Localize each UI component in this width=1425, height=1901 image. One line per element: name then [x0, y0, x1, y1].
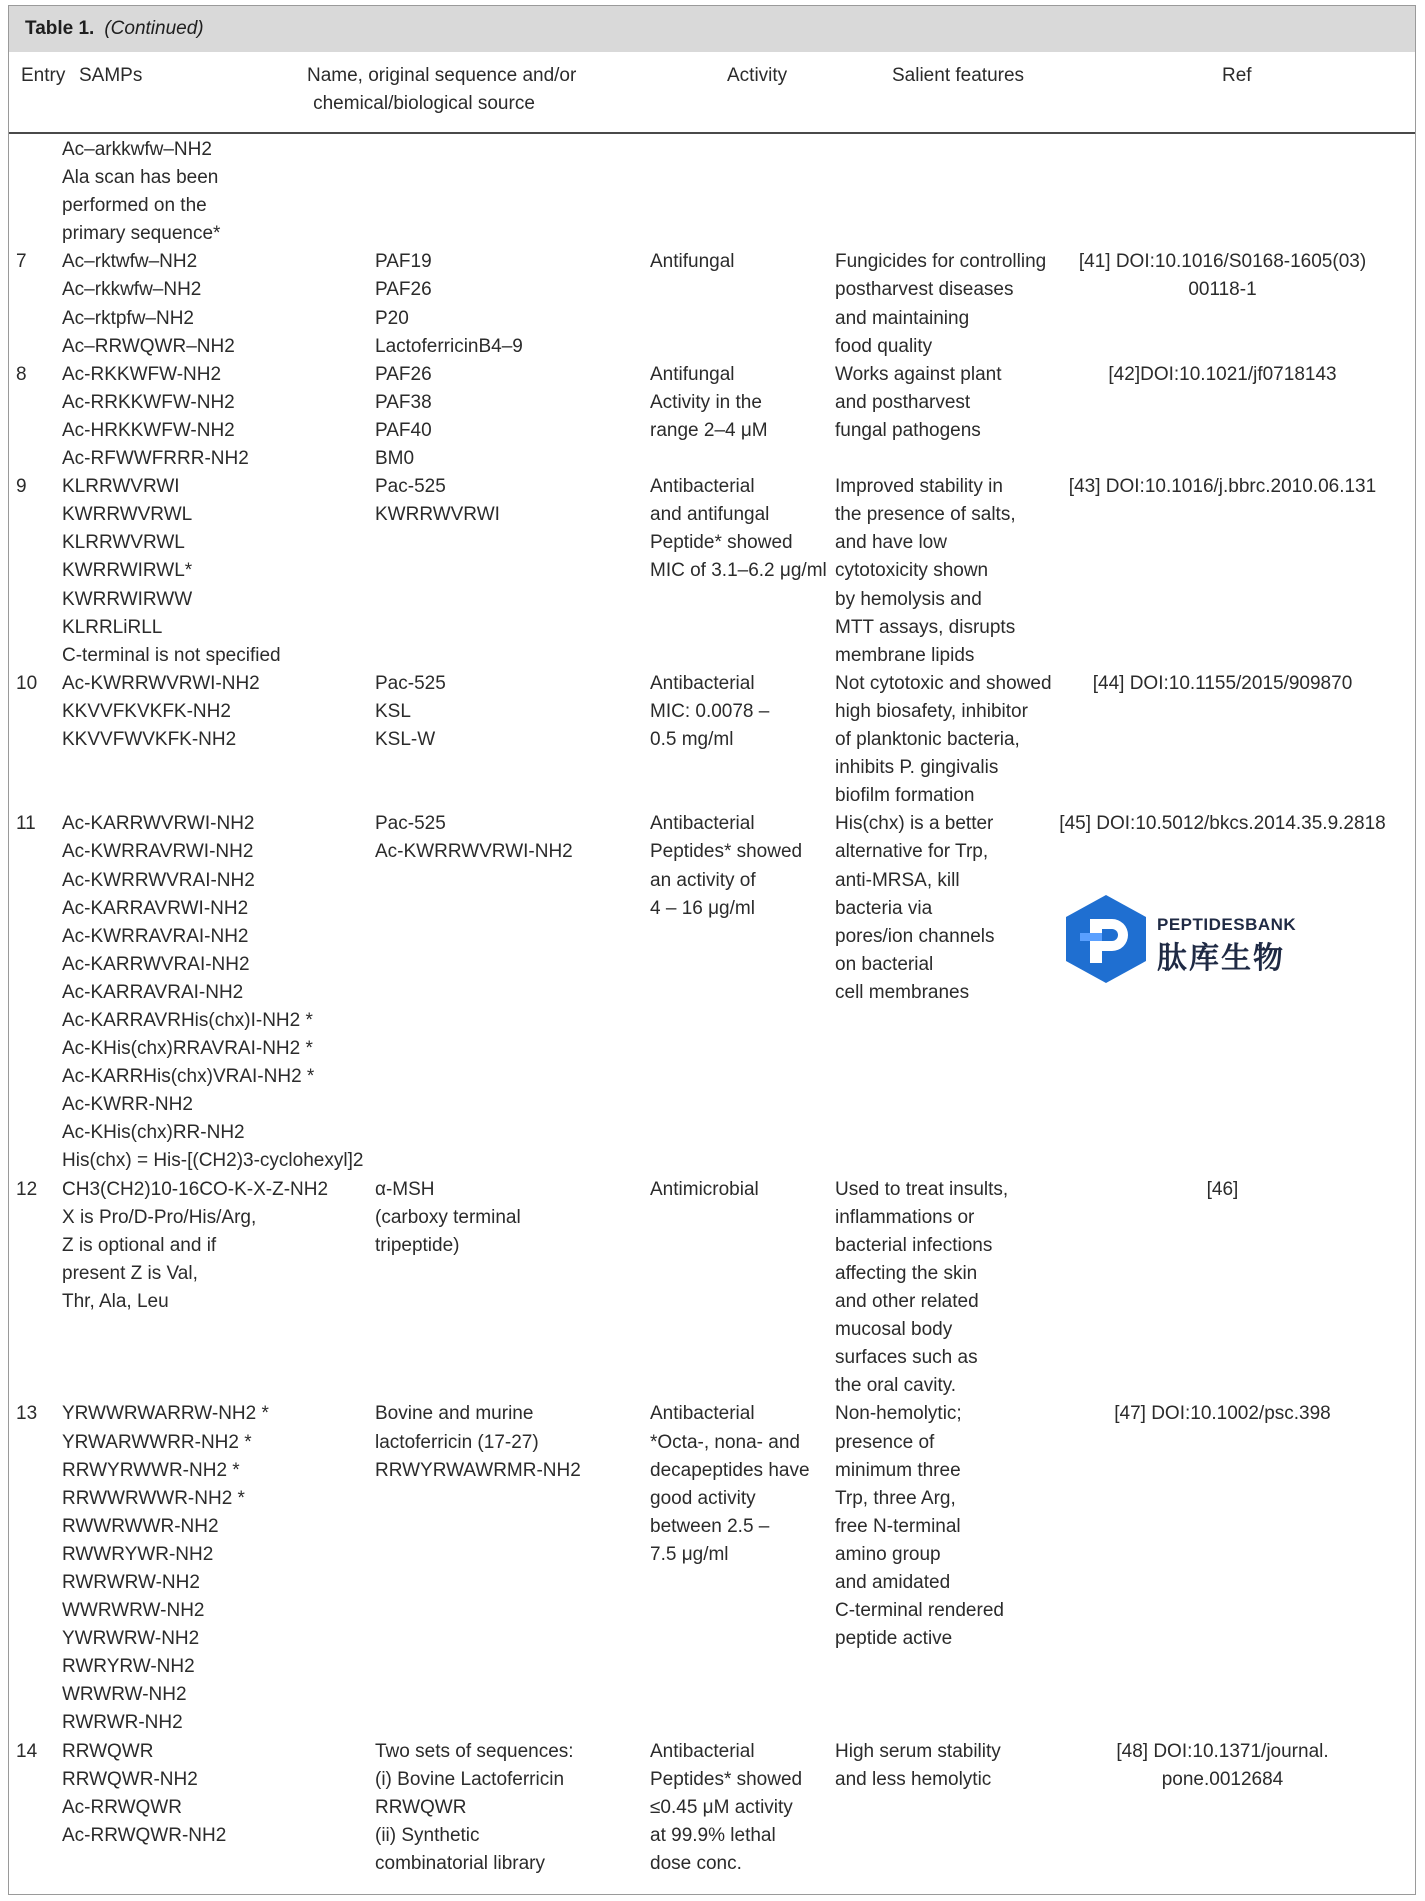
ref-cell [1050, 1400, 1395, 1428]
features-cell-line: and amidated [835, 1572, 951, 1594]
features-cell-line: His(chx) is a better [835, 813, 994, 835]
features-cell-line: Improved stability in [835, 476, 1003, 498]
activity-cell-line: Antimicrobial [650, 1178, 759, 1200]
ref-cell [1050, 248, 1395, 304]
features-cell-line: inhibits P. gingivalis [835, 757, 999, 779]
features-cell-line: Trp, three Arg, [835, 1487, 956, 1509]
samps-cell-line: Ac-KARRWVRWI-NH2 [62, 813, 255, 835]
activity-cell-line: 4 – 16 μg/ml [650, 897, 755, 919]
logo-text-cn: 肽库生物 [1157, 942, 1285, 975]
activity-cell-line: MIC: 0.0078 – [650, 700, 770, 722]
features-cell-line: surfaces such as [835, 1347, 978, 1369]
entry-cell: 9 [16, 476, 27, 498]
samps-cell-line: KWRRWVRWL [62, 504, 193, 526]
features-cell-line: minimum three [835, 1459, 961, 1481]
table-row [0, 1738, 1425, 1879]
features-cell-line: anti-MRSA, kill [835, 869, 960, 891]
samps-cell-line: Thr, Ala, Leu [62, 1291, 169, 1313]
samps-cell-line: His(chx) = His-[(CH2)3-cyclohexyl]2 [62, 1150, 364, 1172]
logo-text-en: PEPTIDESBANK [1157, 915, 1297, 934]
entry-cell: 11 [16, 813, 36, 835]
samps-cell-line: Ac-RFWWFRRR-NH2 [62, 448, 249, 470]
header-name-line2: chemical/biological source [313, 93, 535, 114]
features-cell-line: cytotoxicity shown [835, 560, 989, 582]
samps-cell [62, 810, 372, 1175]
samps-cell-line: Ac-RKKWFW-NH2 [62, 363, 222, 385]
activity-cell-line: between 2.5 – [650, 1515, 770, 1537]
samps-cell-line: Ac-KARRAVRHis(chx)I-NH2 * [62, 1010, 313, 1032]
samps-cell-line: KLRRWVRWI [62, 476, 180, 498]
samps-cell-line: YWRWRW-NH2 [62, 1628, 200, 1650]
samps-cell-line: KWRRWIRWL* [62, 560, 193, 582]
samps-cell-line: RRWYRWWR-NH2 * [62, 1459, 240, 1481]
table-row [0, 361, 1425, 473]
name-cell-line: RRWQWR [375, 1796, 467, 1818]
table-caption-bar [9, 6, 1415, 52]
samps-cell-line: Z is optional and if [62, 1234, 217, 1256]
samps-cell-line: Ac–rktwfw–NH2 [62, 251, 198, 273]
ref-cell-line: [42]DOI:10.1021/jf0718143 [1108, 363, 1337, 385]
activity-cell-line: 7.5 μg/ml [650, 1543, 729, 1565]
activity-cell-line: Antifungal [650, 363, 735, 385]
features-cell-line: cell membranes [835, 981, 970, 1003]
table-row [0, 1400, 1425, 1737]
features-cell-line: bacteria via [835, 897, 933, 919]
name-cell-line: BM0 [375, 448, 415, 470]
samps-cell-line: RRWQWR-NH2 [62, 1768, 198, 1790]
name-cell-line: RRWYRWAWRMR-NH2 [375, 1459, 581, 1481]
features-cell [835, 1400, 1065, 1653]
entry-cell: 8 [16, 363, 27, 385]
ref-cell-line: [43] DOI:10.1016/j.bbrc.2010.06.131 [1068, 476, 1377, 498]
features-cell [835, 670, 1065, 810]
features-cell-line: of planktonic bacteria, [835, 729, 1020, 751]
features-cell-line: Fungicides for controlling [835, 251, 1047, 273]
table-continued: (Continued) [104, 18, 204, 39]
samps-cell [62, 1400, 372, 1737]
table-label: Table 1. [25, 18, 95, 39]
name-cell-line: Two sets of sequences: [375, 1740, 574, 1762]
samps-cell-line: Ac-KWRRAVRAI-NH2 [62, 925, 249, 947]
peptidesbank-logo-icon [1062, 893, 1150, 985]
features-cell-line: Not cytotoxic and showed [835, 672, 1052, 694]
activity-cell-line: Activity in the [650, 391, 762, 413]
features-cell-line: mucosal body [835, 1319, 953, 1341]
features-cell-line: food quality [835, 335, 933, 357]
name-cell-line: (carboxy terminal [375, 1206, 521, 1228]
samps-cell-line: X is Pro/D-Pro/His/Arg, [62, 1206, 257, 1228]
name-cell-line: P20 [375, 307, 409, 329]
features-cell-line: MTT assays, disrupts [835, 616, 1016, 638]
features-cell-line: the oral cavity. [835, 1375, 957, 1397]
activity-cell-line: Antibacterial [650, 813, 755, 835]
ref-cell-line: pone.0012684 [1161, 1768, 1284, 1790]
features-cell-line: and postharvest [835, 391, 971, 413]
ref-cell [1050, 473, 1395, 501]
features-cell-line: amino group [835, 1543, 941, 1565]
table-row [0, 136, 1425, 248]
features-cell-line: High serum stability [835, 1740, 1001, 1762]
name-cell-line: PAF26 [375, 363, 432, 385]
samps-cell-line: KKVVFWVKFK-NH2 [62, 729, 237, 751]
activity-cell-line: ≤0.45 μM activity [650, 1796, 793, 1818]
name-cell [375, 361, 675, 473]
name-cell-line: KSL-W [375, 729, 436, 751]
samps-cell-line: Ac-KARRAVRAI-NH2 [62, 981, 244, 1003]
header-entry: Entry [21, 65, 66, 86]
samps-cell-line: primary sequence* [62, 223, 221, 245]
samps-cell-line: performed on the [62, 195, 207, 217]
name-cell-line: LactoferricinB4–9 [375, 335, 523, 357]
samps-cell [62, 1738, 372, 1850]
activity-cell-line: Peptide* showed [650, 532, 793, 554]
samps-cell-line: WWRWRW-NH2 [62, 1600, 205, 1622]
name-cell-line: (ii) Synthetic [375, 1824, 480, 1846]
samps-cell-line: present Z is Val, [62, 1262, 198, 1284]
name-cell-line: PAF26 [375, 279, 432, 301]
features-cell-line: inflammations or [835, 1206, 975, 1228]
features-cell [835, 810, 1065, 1007]
features-cell-line: on bacterial [835, 953, 934, 975]
activity-cell-line: range 2–4 μM [650, 419, 768, 441]
activity-cell [650, 361, 835, 445]
name-cell [375, 1176, 675, 1260]
activity-cell [650, 1400, 835, 1569]
name-cell-line: Bovine and murine [375, 1403, 534, 1425]
ref-cell [1050, 670, 1395, 698]
samps-cell-line: Ac-RRKKWFW-NH2 [62, 391, 235, 413]
ref-cell [1050, 1176, 1395, 1204]
ref-cell-line: [45] DOI:10.5012/bkcs.2014.35.9.2818 [1059, 813, 1386, 835]
features-cell-line: and other related [835, 1291, 979, 1313]
header-name [307, 62, 577, 118]
features-cell-line: bacterial infections [835, 1234, 993, 1256]
name-cell [375, 248, 675, 360]
name-cell-line: combinatorial library [375, 1853, 546, 1875]
ref-cell [1050, 361, 1395, 389]
name-cell-line: PAF38 [375, 391, 432, 413]
header-rule [9, 132, 1415, 134]
ref-cell-line: [47] DOI:10.1002/psc.398 [1114, 1403, 1331, 1425]
activity-cell [650, 1176, 835, 1204]
features-cell [835, 473, 1065, 670]
samps-cell-line: YRWWRWARRW-NH2 * [62, 1403, 269, 1425]
features-cell-line: C-terminal rendered [835, 1600, 1004, 1622]
activity-cell-line: good activity [650, 1487, 756, 1509]
name-cell [375, 1400, 675, 1484]
samps-cell [62, 473, 372, 670]
header-features: Salient features [892, 65, 1025, 86]
samps-cell-line: RWWRYWR-NH2 [62, 1543, 214, 1565]
activity-cell-line: *Octa-, nona- and [650, 1431, 800, 1453]
entry-cell: 7 [16, 251, 27, 273]
entry-cell: 14 [16, 1740, 38, 1762]
features-cell [835, 361, 1065, 445]
table-row [0, 1176, 1425, 1401]
samps-cell-line: Ac-KARRWVRAI-NH2 [62, 953, 250, 975]
features-cell-line: and have low [835, 532, 947, 554]
name-cell [375, 473, 675, 529]
activity-cell-line: 0.5 mg/ml [650, 729, 734, 751]
activity-cell [650, 670, 835, 754]
activity-cell-line: Peptides* showed [650, 1768, 803, 1790]
ref-cell-line: [48] DOI:10.1371/journal. [1116, 1740, 1329, 1762]
samps-cell-line: Ac-KHis(chx)RR-NH2 [62, 1122, 245, 1144]
features-cell-line: pores/ion channels [835, 925, 995, 947]
ref-cell-line: [44] DOI:10.1155/2015/909870 [1092, 672, 1353, 694]
features-cell-line: and less hemolytic [835, 1768, 992, 1790]
activity-cell-line: dose conc. [650, 1853, 742, 1875]
samps-cell-line: Ac-RRWQWR [62, 1796, 182, 1818]
name-cell-line: lactoferricin (17-27) [375, 1431, 539, 1453]
features-cell-line: biofilm formation [835, 785, 975, 807]
activity-cell-line: Antifungal [650, 251, 735, 273]
table-row [0, 670, 1425, 811]
activity-cell [650, 1738, 835, 1878]
samps-cell-line: Ac-KARRAVRWI-NH2 [62, 897, 249, 919]
samps-cell [62, 136, 372, 248]
entry-cell: 12 [16, 1178, 38, 1200]
samps-cell-line: Ac-KARRHis(chx)VRAI-NH2 * [62, 1066, 315, 1088]
features-cell-line: the presence of salts, [835, 504, 1016, 526]
features-cell-line: peptide active [835, 1628, 953, 1650]
samps-cell-line: Ac–RRWQWR–NH2 [62, 335, 235, 357]
samps-cell-line: RRWQWR [62, 1740, 154, 1762]
activity-cell [650, 473, 835, 585]
activity-cell-line: at 99.9% lethal [650, 1824, 776, 1846]
features-cell-line: by hemolysis and [835, 588, 982, 610]
activity-cell [650, 810, 835, 922]
ref-cell [1050, 810, 1395, 838]
peptidesbank-logo [1062, 893, 1297, 985]
name-cell-line: KSL [375, 700, 411, 722]
name-cell-line: Pac-525 [375, 476, 446, 498]
name-cell [375, 1738, 675, 1878]
features-cell-line: membrane lipids [835, 644, 975, 666]
samps-cell-line: Ac-KHis(chx)RRAVRAI-NH2 * [62, 1038, 313, 1060]
samps-cell-line: RWRWR-NH2 [62, 1712, 183, 1734]
samps-cell-line: RWRWRW-NH2 [62, 1572, 200, 1594]
entry-cell: 10 [16, 672, 38, 694]
samps-cell-line: Ac-RRWQWR-NH2 [62, 1824, 227, 1846]
samps-cell-line: WRWRW-NH2 [62, 1684, 187, 1706]
samps-cell-line: KWRRWIRWW [62, 588, 193, 610]
activity-cell-line: MIC of 3.1–6.2 μg/ml [650, 560, 827, 582]
activity-cell [650, 248, 835, 276]
samps-cell-line: Ac-KWRR-NH2 [62, 1094, 193, 1116]
features-cell-line: alternative for Trp, [835, 841, 989, 863]
samps-cell-line: RWWRWWR-NH2 [62, 1515, 219, 1537]
name-cell-line: tripeptide) [375, 1234, 460, 1256]
name-cell-line: KWRRWVRWI [375, 504, 500, 526]
activity-cell-line: and antifungal [650, 504, 770, 526]
samps-cell-line: Ac-KWRRWVRAI-NH2 [62, 869, 255, 891]
features-cell [835, 1176, 1065, 1401]
activity-cell-line: Antibacterial [650, 1403, 755, 1425]
ref-cell [1050, 1738, 1395, 1794]
name-cell-line: Pac-525 [375, 672, 446, 694]
activity-cell-line: Peptides* showed [650, 841, 803, 863]
entry-cell: 13 [16, 1403, 38, 1425]
samps-cell-line: Ac–arkkwfw–NH2 [62, 139, 212, 160]
activity-cell-line: Antibacterial [650, 1740, 755, 1762]
samps-cell [62, 670, 372, 754]
samps-cell-line: YRWARWWRR-NH2 * [62, 1431, 252, 1453]
features-cell-line: Used to treat insults, [835, 1178, 1009, 1200]
table-row [0, 810, 1425, 1175]
features-cell-line: postharvest diseases [835, 279, 1014, 301]
samps-cell [62, 1176, 372, 1316]
features-cell-line: free N-terminal [835, 1515, 961, 1537]
samps-cell-line: Ac-KWRRAVRWI-NH2 [62, 841, 254, 863]
samps-cell [62, 361, 372, 473]
name-cell-line: α-MSH [375, 1178, 435, 1200]
features-cell [835, 248, 1065, 360]
activity-cell-line: Antibacterial [650, 672, 755, 694]
samps-cell-line: CH3(CH2)10-16CO-K-X-Z-NH2 [62, 1178, 329, 1200]
samps-cell-line: RRWWRWWR-NH2 * [62, 1487, 245, 1509]
features-cell-line: Works against plant [835, 363, 1002, 385]
features-cell-line: Non-hemolytic; [835, 1403, 962, 1425]
samps-cell-line: Ac–rktpfw–NH2 [62, 307, 194, 329]
header-ref: Ref [1222, 65, 1252, 86]
activity-cell-line: an activity of [650, 869, 756, 891]
ref-cell-line: [41] DOI:10.1016/S0168-1605(03) [1078, 251, 1367, 273]
name-cell-line: (i) Bovine Lactoferricin [375, 1768, 565, 1790]
name-cell [375, 810, 675, 866]
activity-cell-line: decapeptides have [650, 1459, 810, 1481]
features-cell-line: fungal pathogens [835, 419, 981, 441]
samps-cell-line: RWRYRW-NH2 [62, 1656, 195, 1678]
ref-cell-line: 00118-1 [1188, 279, 1257, 301]
name-cell-line: PAF40 [375, 419, 432, 441]
name-cell [375, 670, 675, 754]
table-body [0, 136, 1425, 1878]
table-caption [25, 18, 204, 40]
samps-cell-line: Ac-KWRRWVRWI-NH2 [62, 672, 260, 694]
features-cell-line: presence of [835, 1431, 935, 1453]
name-cell-line: Ac-KWRRWVRWI-NH2 [375, 841, 573, 863]
header-activity: Activity [727, 65, 788, 86]
header-samps: SAMPs [79, 65, 143, 86]
table-row [0, 473, 1425, 670]
samps-cell [62, 248, 372, 360]
features-cell-line: and maintaining [835, 307, 970, 329]
samps-cell-line: Ac–rkkwfw–NH2 [62, 279, 202, 301]
samps-cell-line: Ac-HRKKWFW-NH2 [62, 419, 235, 441]
features-cell-line: high biosafety, inhibitor [835, 700, 1028, 722]
samps-cell-line: KLRRWVRWL [62, 532, 185, 554]
ref-cell-line: [46] [1206, 1178, 1239, 1200]
samps-cell-line: Ala scan has been [62, 167, 219, 189]
features-cell-line: affecting the skin [835, 1262, 978, 1284]
samps-cell-line: KLRRLiRLL [62, 616, 163, 638]
features-cell [835, 1738, 1065, 1794]
name-cell-line: PAF19 [375, 251, 432, 273]
name-cell-line: Pac-525 [375, 813, 446, 835]
table-row [0, 248, 1425, 360]
samps-cell-line: KKVVFKVKFK-NH2 [62, 700, 231, 722]
header-name-line1: Name, original sequence and/or [307, 65, 577, 86]
samps-cell-line: C-terminal is not specified [62, 644, 281, 666]
activity-cell-line: Antibacterial [650, 476, 755, 498]
